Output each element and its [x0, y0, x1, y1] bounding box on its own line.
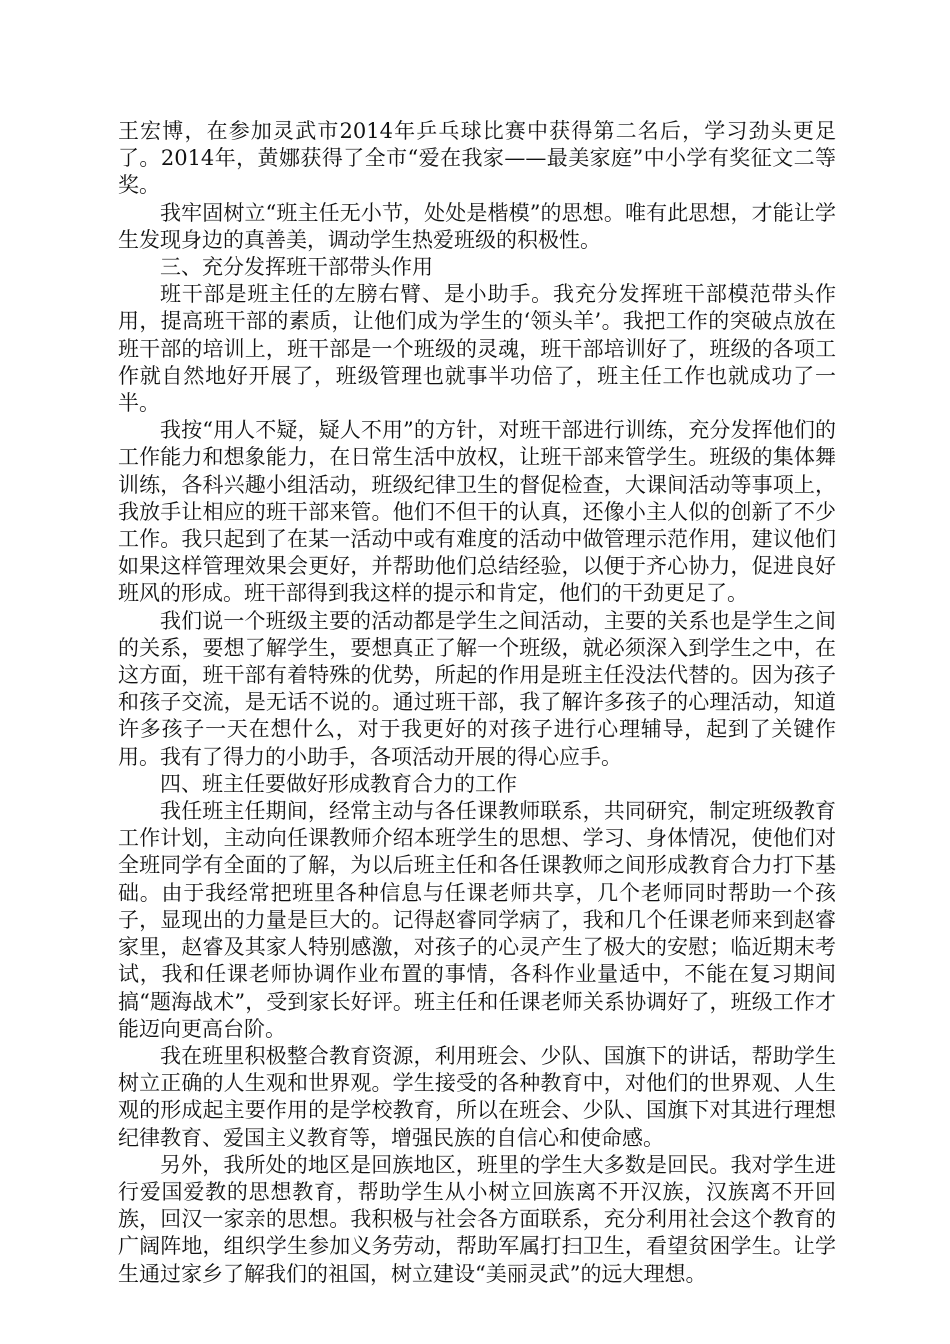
document-page: [118, 118, 836, 1288]
paragraph: 我按“用人不疑，疑人不用”的方针，对班干部进行训练，充分发挥他们的工作能力和想象能力，在日常生活中放权，让班干部来管学生。班级的集体舞训练，各科兴趣小组活动，班级纪律卫生的督促检查，大课间活动等事项上，我放手让相应的班干部来管。他们不但干的认真，还像小主人似的创新了不少工作。我只起到了在某一活动中或有难度的活动中做管理示范作用，建议他们如果这样管理效果会更好，并帮助他们总结经验，以便于齐心协力，促进良好班风的形成。班干部得到我这样的提示和肯定，他们的干劲更足了。: [118, 418, 836, 606]
section-heading: 三、充分发挥班干部带头作用: [160, 255, 433, 280]
paragraph: 我在班里积极整合教育资源，利用班会、少队、国旗下的讲话，帮助学生树立正确的人生观和世界观。学生接受的各种教育中，对他们的世界观、人生观的形成起主要作用的是学校教育，所以在班会、少队、国旗下对其进行理想纪律教育、爱国主义教育等，增强民族的自信心和使命感。: [118, 1043, 836, 1150]
section-heading: 四、班主任要做好形成教育合力的工作: [160, 771, 517, 796]
paragraph-continuation: 王宏博，在参加灵武市2014年乒乓球比赛中获得第二名后，学习劲头更足了。2014年，黄娜获得了全市“爱在我家——最美家庭”中小学有奖征文二等奖。: [118, 119, 836, 198]
paragraph: 我们说一个班级主要的活动都是学生之间活动，主要的关系也是学生之间的关系，要想了解学生，要想真正了解一个班级，就必须深入到学生之中，在这方面，班干部有着特殊的优势，所起的作用是班主任没法代替的。因为孩子和孩子交流，是无话不说的。通过班干部，我了解许多孩子的心理活动，知道许多孩子一天在想什么，对于我更好的对孩子进行心理辅导，起到了关键作用。我有了得力的小助手，各项活动开展的得心应手。: [118, 608, 836, 769]
paragraph: 我牢固树立“班主任无小节，处处是楷模”的思想。唯有此思想，才能让学生发现身边的真善美，调动学生热爱班级的积极性。: [118, 200, 836, 252]
paragraph: 另外，我所处的地区是回族地区，班里的学生大多数是回民。我对学生进行爱国爱教的思想教育，帮助学生从小树立回族离不开汉族，汉族离不开回族，回汉一家亲的思想。我积极与社会各方面联系，充分利用社会这个教育的广阔阵地，组织学生参加义务劳动，帮助军属打扫卫生，看望贫困学生。让学生通过家乡了解我们的祖国，树立建设“美丽灵武”的远大理想。: [118, 1152, 836, 1286]
paragraph: 我任班主任期间，经常主动与各任课教师联系，共同研究，制定班级教育工作计划，主动向任课教师介绍本班学生的思想、学习、身体情况，使他们对全班同学有全面的了解，为以后班主任和各任课教师之间形成教育合力打下基础。由于我经常把班里各种信息与任课老师共享，几个老师同时帮助一个孩子，显现出的力量是巨大的。记得赵睿同学病了，我和几个任课老师来到赵睿家里，赵睿及其家人特别感激，对孩子的心灵产生了极大的安慰；临近期末考试，我和任课老师协调作业布置的事情，各科作业量适中，不能在复习期间搞“题海战术”，受到家长好评。班主任和任课老师关系协调好了，班级工作才能迈向更高台阶。: [118, 799, 836, 1041]
paragraph: 班干部是班主任的左膀右臂、是小助手。我充分发挥班干部模范带头作用，提高班干部的素质，让他们成为学生的‘领头羊’。我把工作的突破点放在班干部的培训上，班干部是一个班级的灵魂，班干部培训好了，班级的各项工作就自然地好开展了，班级管理也就事半功倍了，班主任工作也就成功了一半。: [118, 282, 836, 416]
